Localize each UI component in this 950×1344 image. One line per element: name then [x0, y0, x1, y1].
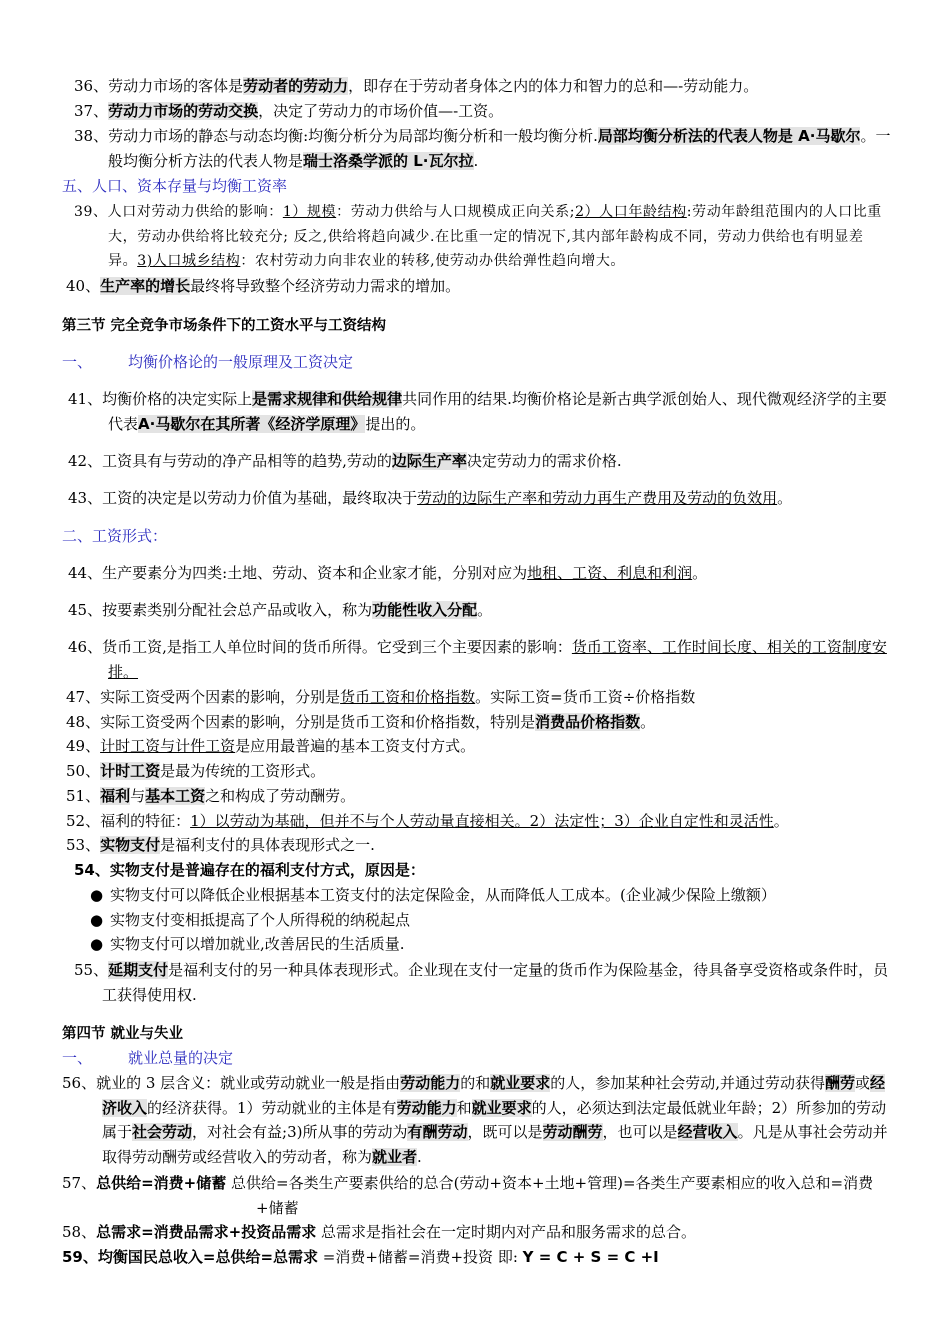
item-38: 38、劳动力市场的静态与动态均衡:均衡分析分为局部均衡分析和一般均衡分析.局部均衡分析法的代表人物是 A·马歇尔。一般均衡分析方法的代表人物是瑞士洛桑学派的 L·瓦尔拉.	[74, 127, 891, 170]
item-56: 56、就业的 3 层含义：就业或劳动就业一般是指由劳动能力的和就业要求的人，参加某种社会劳动,并通过劳动获得酬劳或经济收入的经济获得。1）劳动就业的主体是有劳动能力和就业要求的人，必须达到法定最低就业年龄；2）所参加的劳动属于社会劳动，对社会有益;3)所从事的劳动为有酬劳动，既可以是劳动酬劳，也可以是经营收入。凡是从事社会劳动并取得劳动酬劳或经营收入的劳动者，称为就业者.	[62, 1074, 888, 1166]
item-41: 41、均衡价格的决定实际上是需求规律和供给规律共同作用的结果.均衡价格论是新古典学派创始人、现代微观经济学的主要代表A·马歇尔在其所著《经济学原理》提出的。	[68, 390, 887, 433]
item-48: 48、实际工资受两个因素的影响，分别是货币工资和价格指数，特别是消费品价格指数。	[66, 713, 656, 731]
section-heading-employment: 一、 就业总量的决定	[62, 1049, 234, 1067]
bullet-item: ● 实物支付可以增加就业,改善居民的生活质量.	[90, 932, 405, 957]
item-53: 53、实物支付是福利支付的具体表现形式之一.	[66, 836, 375, 854]
bullet-item: ● 实物支付变相抵提高了个人所得税的纳税起点	[90, 908, 410, 933]
formula: Y = C + S = C +I	[522, 1248, 659, 1266]
item-number: 37、	[74, 102, 109, 120]
item-57: 57、总供给=消费+储蓄 总供给=各类生产要素供给的总合(劳动+资本+土地+管理)=各类生产要素相应的收入总和=消费+储蓄	[62, 1174, 874, 1217]
section-heading-equilibrium: 一、 均衡价格论的一般原理及工资决定	[62, 353, 354, 371]
item-42: 42、工资具有与劳动的净产品相等的趋势,劳动的边际生产率决定劳动力的需求价格.	[68, 452, 622, 470]
item-37: 37、劳动力市场的劳动交换，决定了劳动力的市场价值—-工资。	[74, 102, 504, 120]
item-47: 47、实际工资受两个因素的影响，分别是货币工资和价格指数。实际工资=货币工资÷价格指数	[66, 688, 696, 706]
item-number: 36、	[74, 77, 109, 95]
section-heading-wage-forms: 二、工资形式：	[62, 527, 168, 545]
item-59: 59、均衡国民总收入=总供给=总需求 =消费+储蓄=消费+投资 即: Y = C + S = C +I	[62, 1248, 659, 1266]
section-title-4: 第四节 就业与失业	[62, 1026, 184, 1042]
item-58: 58、总需求=消费品需求+投资品需求 总需求是指社会在一定时期内对产品和服务需求的总合。	[62, 1223, 697, 1241]
item-52: 52、福利的特征：1）以劳动为基础，但并不与个人劳动量直接相关。2）法定性；3）企业自定性和灵活性。	[66, 812, 789, 830]
item-36: 36、劳动力市场的客体是劳动者的劳动力，即存在于劳动者身体之内的体力和智力的总和—-劳动能力。	[74, 77, 759, 95]
item-55: 55、延期支付是福利支付的另一种具体表现形式。企业现在支付一定量的货币作为保险基金，待具备享受资格或条件时，员工获得使用权.	[74, 961, 889, 1004]
bullet-item: ● 实物支付可以降低企业根据基本工资支付的法定保险金，从而降低人工成本。(企业减少保险上缴额）	[90, 883, 776, 908]
item-46: 46、货币工资,是指工人单位时间的货币所得。它受到三个主要因素的影响：货币工资率、工作时间长度、相关的工资制度安排。	[68, 638, 887, 681]
item-44: 44、生产要素分为四类:土地、劳动、资本和企业家才能，分别对应为地租、工资、利息和利润。	[68, 564, 708, 582]
bullet-icon: ●	[90, 886, 104, 904]
item-49: 49、计时工资与计件工资是应用最普遍的基本工资支付方式。	[66, 737, 476, 755]
item-40: 40、生产率的增长最终将导致整个经济劳动力需求的增加。	[66, 277, 461, 295]
item-51: 51、福利与基本工资之和构成了劳动酬劳。	[66, 787, 356, 805]
section-title-3: 第三节 完全竞争市场条件下的工资水平与工资结构	[62, 318, 387, 334]
item-45: 45、按要素类别分配社会总产品或收入，称为功能性收入分配。	[68, 601, 493, 619]
item-39: 39、人口对劳动力供给的影响：1）规模：劳动力供给与人口规模成正向关系;2）人口年龄结构:劳动年龄组范围内的人口比重大，劳动办供给将比较充分; 反之,供给将趋向减少.在比重一定的情况下,其内部年龄构成不同，劳动力供给也有明显差异。3)人口城乡结构：农村劳动力向非农业的转移,使劳动办供给弹性趋向增大。	[74, 204, 882, 269]
bullet-icon: ●	[90, 935, 104, 953]
section-heading-population: 五、人口、资本存量与均衡工资率	[62, 177, 288, 195]
item-50: 50、计时工资是最为传统的工资形式。	[66, 762, 326, 780]
item-54: 54、实物支付是普遍存在的福利支付方式，原因是：	[74, 861, 425, 879]
bullet-icon: ●	[90, 911, 104, 929]
item-43: 43、工资的决定是以劳动力价值为基础，最终取决于劳动的边际生产率和劳动力再生产费用及劳动的负效用。	[68, 489, 793, 507]
